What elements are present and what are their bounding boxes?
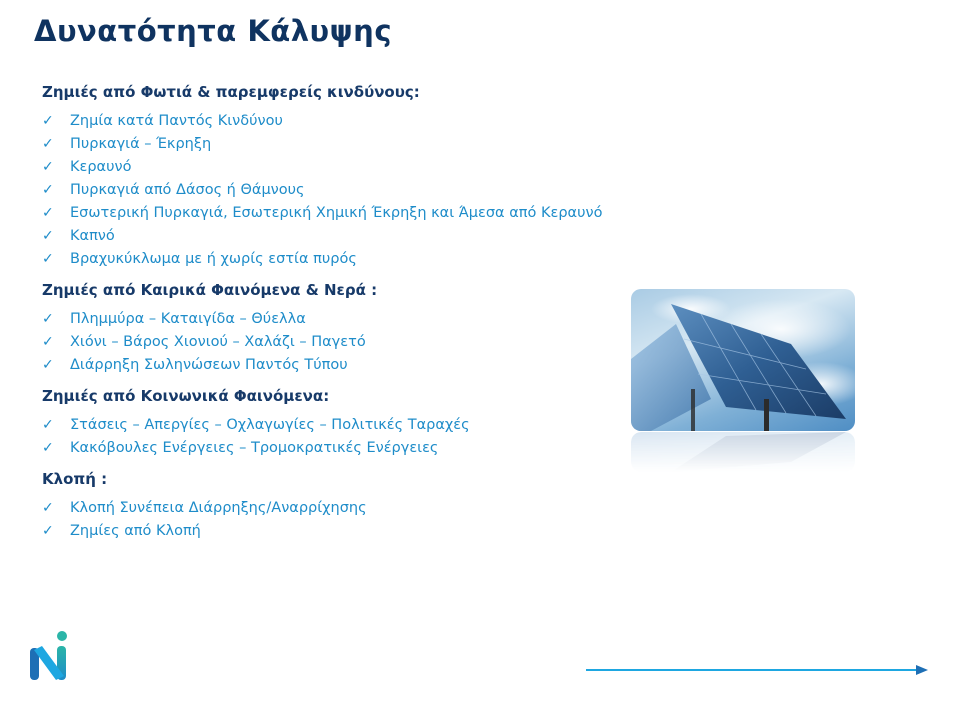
item-text: Στάσεις – Απεργίες – Οχλαγωγίες – Πολιτικές Ταραχές	[70, 417, 470, 433]
list-item	[42, 179, 682, 202]
right-arrow-icon[interactable]	[584, 662, 930, 676]
section-weather	[42, 278, 682, 377]
item-list	[42, 308, 682, 377]
list-item	[42, 354, 682, 377]
checkmark-icon: ✓	[42, 159, 54, 175]
checkmark-icon: ✓	[42, 136, 54, 152]
solar-panels-photo	[631, 289, 855, 431]
section-heading: Ζημιές από Φωτιά & παρεμφερείς κινδύνους:	[42, 83, 420, 101]
list-item	[42, 202, 682, 225]
list-item	[42, 520, 682, 543]
item-text: Ζημίες από Κλοπή	[70, 523, 201, 539]
item-list	[42, 414, 682, 460]
section-heading: Ζημιές από Κοινωνικά Φαινόμενα:	[42, 387, 330, 405]
list-item	[42, 497, 682, 520]
checkmark-icon: ✓	[42, 334, 54, 350]
checkmark-icon: ✓	[42, 251, 54, 267]
item-text: Κλοπή Συνέπεια Διάρρηξης/Αναρρίχησης	[70, 500, 367, 516]
checkmark-icon: ✓	[42, 205, 54, 221]
checkmark-icon: ✓	[42, 357, 54, 373]
item-text: Κακόβουλες Ενέργειες – Τρομοκρατικές Ενέργειες	[70, 440, 439, 456]
item-text: Βραχυκύκλωμα με ή χωρίς εστία πυρός	[70, 251, 357, 267]
list-item	[42, 156, 682, 179]
item-text: Πυρκαγιά από Δάσος ή Θάμνους	[70, 182, 305, 198]
list-item	[42, 437, 682, 460]
list-item	[42, 225, 682, 248]
item-text: Πυρκαγιά – Έκρηξη	[70, 136, 212, 152]
section-social	[42, 384, 682, 460]
solar-photo-reflection	[631, 432, 855, 472]
list-item	[42, 248, 682, 271]
section-fire	[42, 80, 682, 271]
item-text: Εσωτερική Πυρκαγιά, Εσωτερική Χημική Έκρηξη και Άμεσα από Κεραυνό	[70, 205, 603, 221]
checkmark-icon: ✓	[42, 182, 54, 198]
list-item	[42, 110, 682, 133]
checkmark-icon: ✓	[42, 417, 54, 433]
slide-title: Δυνατότητα Κάλυψης	[34, 14, 393, 48]
checkmark-icon: ✓	[42, 311, 54, 327]
list-item	[42, 331, 682, 354]
section-heading: Κλοπή :	[42, 470, 108, 488]
checkmark-icon: ✓	[42, 228, 54, 244]
list-item	[42, 414, 682, 437]
checkmark-icon: ✓	[42, 113, 54, 129]
checkmark-icon: ✓	[42, 440, 54, 456]
company-logo	[28, 628, 72, 684]
section-heading: Ζημιές από Καιρικά Φαινόμενα & Νερά :	[42, 281, 378, 299]
coverage-content	[42, 80, 682, 548]
checkmark-icon: ✓	[42, 523, 54, 539]
item-text: Κεραυνό	[70, 159, 132, 175]
item-text: Πλημμύρα – Καταιγίδα – Θύελλα	[70, 311, 306, 327]
list-item	[42, 308, 682, 331]
checkmark-icon: ✓	[42, 500, 54, 516]
item-text: Διάρρηξη Σωληνώσεων Παντός Τύπου	[70, 357, 348, 373]
item-text: Καπνό	[70, 228, 115, 244]
item-list	[42, 110, 682, 271]
item-list	[42, 497, 682, 543]
list-item	[42, 133, 682, 156]
item-text: Χιόνι – Βάρος Χιονιού – Χαλάζι – Παγετό	[70, 334, 366, 350]
section-theft	[42, 467, 682, 543]
item-text: Ζημία κατά Παντός Κινδύνου	[70, 113, 283, 129]
